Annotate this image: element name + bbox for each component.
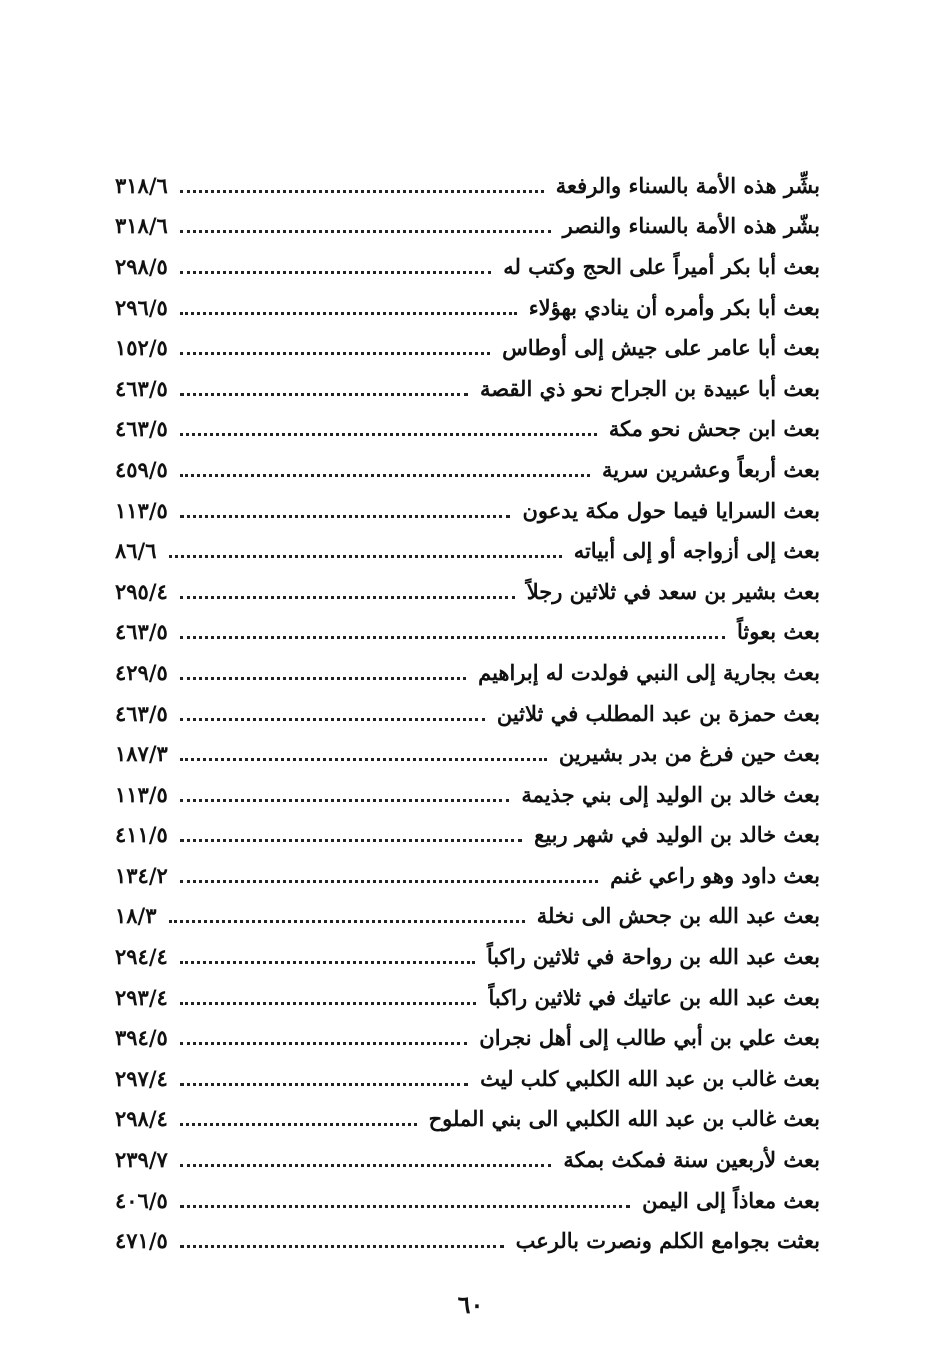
dot-leader bbox=[169, 555, 562, 558]
entry-reference: ٢٩٦/٥ bbox=[115, 294, 168, 320]
dot-leader bbox=[180, 433, 597, 436]
index-entry bbox=[115, 530, 820, 571]
entry-reference: ٣٩٤/٥ bbox=[115, 1025, 168, 1051]
index-entry bbox=[115, 733, 820, 774]
entry-reference: ١٨/٣ bbox=[115, 903, 157, 929]
dot-leader bbox=[180, 1205, 630, 1208]
index-entry bbox=[115, 206, 820, 247]
index-entry bbox=[115, 1017, 820, 1058]
entry-title: بعث غالب بن عبد الله الكلبي كلب ليث bbox=[480, 1065, 820, 1091]
index-entry bbox=[115, 165, 820, 206]
dot-leader bbox=[180, 230, 551, 233]
entry-reference: ٢٩٣/٤ bbox=[115, 984, 168, 1010]
index-entry bbox=[115, 977, 820, 1018]
dot-leader bbox=[180, 636, 725, 639]
dot-leader bbox=[180, 718, 485, 721]
index-entry bbox=[115, 815, 820, 856]
dot-leader bbox=[180, 677, 466, 680]
index-entry bbox=[115, 1099, 820, 1140]
entry-title: بعث ابن جحش نحو مكة bbox=[608, 416, 820, 442]
dot-leader bbox=[180, 1002, 477, 1005]
dot-leader bbox=[180, 1042, 468, 1045]
entry-reference: ٨٦/٦ bbox=[115, 538, 157, 564]
entry-reference: ٤٧١/٥ bbox=[115, 1228, 168, 1254]
dot-leader bbox=[169, 920, 525, 923]
index-entry bbox=[115, 1139, 820, 1180]
dot-leader bbox=[180, 1245, 504, 1248]
entry-reference: ١٥٢/٥ bbox=[115, 335, 168, 361]
index-entry bbox=[115, 409, 820, 450]
entry-title: بعث علي بن أبي طالب إلى أهل نجران bbox=[479, 1025, 820, 1051]
dot-leader bbox=[180, 596, 515, 599]
entry-title: بعث أبا عبيدة بن الجراح نحو ذي القصة bbox=[479, 375, 820, 401]
entry-title: بعث لأربعين سنة فمكث بمكة bbox=[563, 1147, 820, 1173]
entry-reference: ٤٦٣/٥ bbox=[115, 416, 168, 442]
entry-title: بعث بعوثاً bbox=[737, 619, 820, 645]
entry-title: بعث أبا عامر على جيش إلى أوطاس bbox=[502, 335, 820, 361]
dot-leader bbox=[180, 312, 517, 315]
dot-leader bbox=[180, 961, 475, 964]
index-entry bbox=[115, 1058, 820, 1099]
index-entry bbox=[115, 571, 820, 612]
entry-reference: ٤٢٩/٥ bbox=[115, 659, 168, 685]
entry-title: بعث عبد الله بن عاتيك في ثلاثين راكباً bbox=[488, 984, 820, 1010]
index-entry bbox=[115, 612, 820, 653]
entry-title: بعث أبا بكر أميراً على الحج وكتب له bbox=[503, 253, 820, 279]
dot-leader bbox=[180, 190, 544, 193]
entry-title: بعث داود وهو راعي غنم bbox=[610, 862, 820, 888]
entry-title: بعث بجارية إلى النبي فولدت له إبراهيم bbox=[478, 659, 820, 685]
index-entry bbox=[115, 490, 820, 531]
dot-leader bbox=[180, 352, 490, 355]
entry-reference: ١١٣/٥ bbox=[115, 497, 168, 523]
index-entry bbox=[115, 774, 820, 815]
entry-title: بعث أبا بكر وأمره أن ينادي بهؤلاء bbox=[528, 294, 820, 320]
entry-title: بعث غالب بن عبد الله الكلبي الى بني الملوح bbox=[428, 1106, 820, 1132]
entry-title: بعث السرايا فيما حول مكة يدعون bbox=[522, 497, 820, 523]
page-number: ٦٠ bbox=[457, 1290, 484, 1319]
entry-reference: ٢٩٤/٤ bbox=[115, 944, 168, 970]
entry-title: بعث بشير بن سعد في ثلاثين رجلاً bbox=[526, 578, 820, 604]
index-list bbox=[115, 165, 820, 1261]
entry-reference: ٢٩٨/٥ bbox=[115, 253, 168, 279]
entry-reference: ٤٥٩/٥ bbox=[115, 456, 168, 482]
index-entry bbox=[115, 246, 820, 287]
entry-reference: ١٣٤/٢ bbox=[115, 862, 168, 888]
dot-leader bbox=[180, 393, 468, 396]
entry-reference: ٢٩٨/٤ bbox=[115, 1106, 168, 1132]
dot-leader bbox=[180, 1123, 417, 1126]
entry-title: بشِّر هذه الأمة بالسناء والرفعة bbox=[555, 172, 820, 198]
entry-title: بعث خالد بن الوليد إلى بني جذيمة bbox=[521, 781, 820, 807]
index-entry bbox=[115, 652, 820, 693]
entry-title: بعث حمزة بن عبد المطلب في ثلاثين bbox=[496, 700, 820, 726]
index-entry bbox=[115, 855, 820, 896]
index-entry bbox=[115, 693, 820, 734]
entry-reference: ٤٠٦/٥ bbox=[115, 1187, 168, 1213]
dot-leader bbox=[180, 758, 547, 761]
index-entry bbox=[115, 449, 820, 490]
entry-title: بعث عبد الله بن رواحة في ثلاثين راكباً bbox=[486, 944, 820, 970]
index-entry bbox=[115, 936, 820, 977]
dot-leader bbox=[180, 271, 491, 274]
entry-title: بعث عبد الله بن جحش الى نخلة bbox=[536, 903, 820, 929]
entry-reference: ٢٩٥/٤ bbox=[115, 578, 168, 604]
index-entry bbox=[115, 327, 820, 368]
dot-leader bbox=[180, 474, 590, 477]
dot-leader bbox=[180, 1164, 552, 1167]
entry-reference: ٣١٨/٦ bbox=[115, 213, 168, 239]
dot-leader bbox=[180, 1083, 468, 1086]
entry-reference: ٤٦٣/٥ bbox=[115, 619, 168, 645]
entry-title: بعث حين فرغ من بدر بشيرين bbox=[558, 741, 820, 767]
index-entry bbox=[115, 1180, 820, 1221]
index-entry bbox=[115, 1220, 820, 1261]
entry-title: بشّر هذه الأمة بالسناء والنصر bbox=[562, 213, 820, 239]
entry-title: بعثت بجوامع الكلم ونصرت بالرعب bbox=[515, 1228, 820, 1254]
entry-reference: ٢٩٧/٤ bbox=[115, 1065, 168, 1091]
entry-reference: ٤١١/٥ bbox=[115, 822, 168, 848]
entry-title: بعث أربعاً وعشرين سرية bbox=[602, 456, 820, 482]
entry-reference: ٤٦٣/٥ bbox=[115, 700, 168, 726]
entry-reference: ١١٣/٥ bbox=[115, 781, 168, 807]
dot-leader bbox=[180, 880, 598, 883]
entry-title: بعث خالد بن الوليد في شهر ربيع bbox=[534, 822, 820, 848]
index-entry bbox=[115, 287, 820, 328]
entry-title: بعث معاذاً إلى اليمن bbox=[642, 1187, 820, 1213]
entry-reference: ١٨٧/٣ bbox=[115, 741, 168, 767]
dot-leader bbox=[180, 515, 511, 518]
dot-leader bbox=[180, 839, 522, 842]
dot-leader bbox=[180, 799, 510, 802]
entry-reference: ٢٣٩/٧ bbox=[115, 1147, 168, 1173]
entry-reference: ٣١٨/٦ bbox=[115, 172, 168, 198]
index-entry bbox=[115, 896, 820, 937]
index-entry bbox=[115, 368, 820, 409]
entry-reference: ٤٦٣/٥ bbox=[115, 375, 168, 401]
entry-title: بعث إلى أزواجه أو إلى أبياته bbox=[573, 538, 820, 564]
